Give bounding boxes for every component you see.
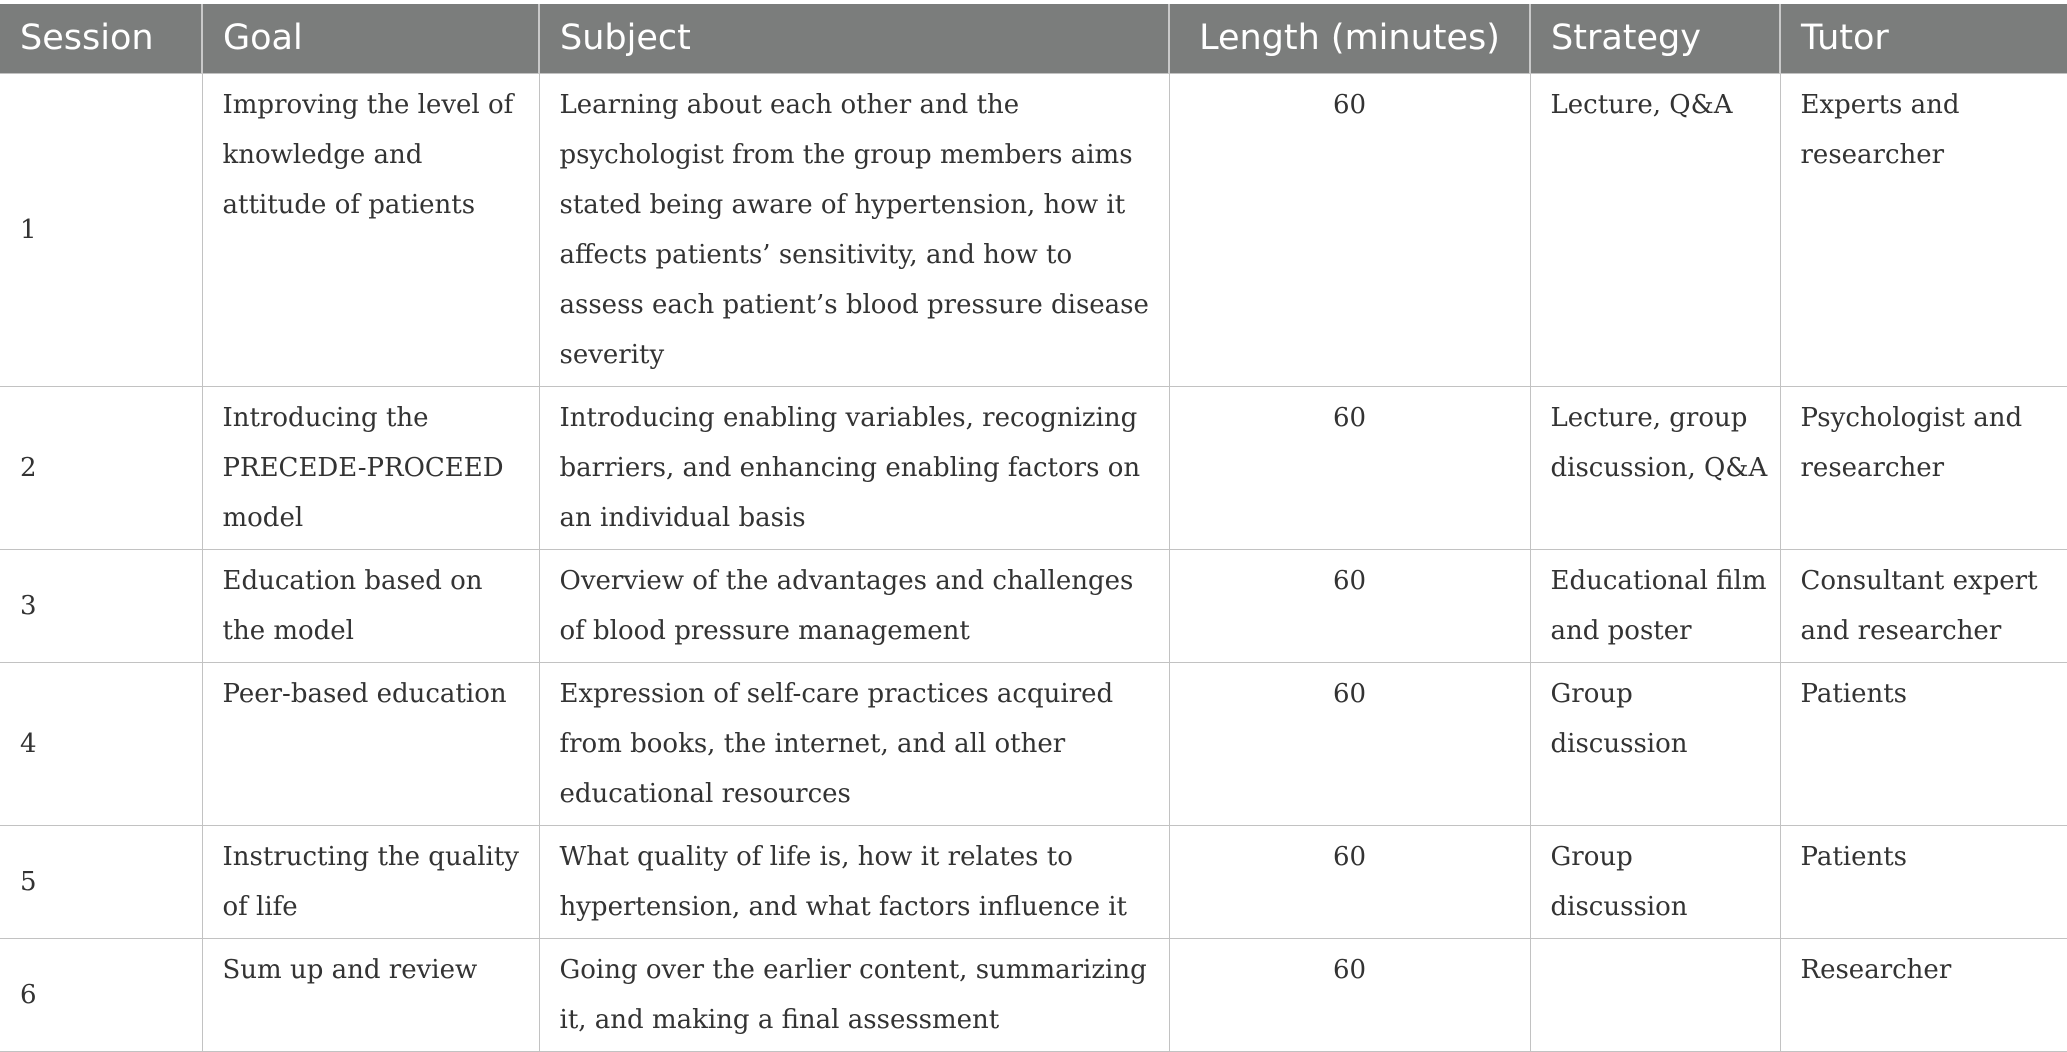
cell-session: 5 — [0, 825, 202, 938]
table-row — [0, 386, 2067, 549]
cell-length: 60 — [1169, 662, 1530, 825]
cell-subject: Introducing enabling variables, recognizing barriers, and enhancing enabling factors on an individual basis — [539, 386, 1169, 549]
cell-subject: What quality of life is, how it relates to hypertension, and what factors influence it — [539, 825, 1169, 938]
cell-tutor: Researcher — [1780, 938, 2067, 1051]
cell-session: 2 — [0, 386, 202, 549]
cell-strategy — [1530, 938, 1780, 1051]
cell-length: 60 — [1169, 549, 1530, 662]
cell-session: 3 — [0, 549, 202, 662]
header-subject: Subject — [539, 4, 1169, 73]
table-row — [0, 549, 2067, 662]
cell-goal: Improving the level of knowledge and attitude of patients — [202, 73, 539, 386]
cell-tutor: Consultant expert and researcher — [1780, 549, 2067, 662]
cell-tutor: Psychologist and researcher — [1780, 386, 2067, 549]
cell-subject: Expression of self-care practices acquired from books, the internet, and all other educational resources — [539, 662, 1169, 825]
cell-tutor: Experts and researcher — [1780, 73, 2067, 386]
sessions-table — [0, 4, 2067, 1052]
cell-tutor: Patients — [1780, 825, 2067, 938]
cell-strategy: Group discussion — [1530, 825, 1780, 938]
header-length: Length (minutes) — [1169, 4, 1530, 73]
table-row — [0, 825, 2067, 938]
cell-subject: Learning about each other and the psychologist from the group members aims stated being aware of hypertension, how it affects patients’ sensitivity, and how to assess each patient’s blood pressure disease severity — [539, 73, 1169, 386]
cell-strategy: Group discussion — [1530, 662, 1780, 825]
cell-goal: Peer-based education — [202, 662, 539, 825]
table-row — [0, 938, 2067, 1051]
header-goal: Goal — [202, 4, 539, 73]
cell-length: 60 — [1169, 938, 1530, 1051]
header-strategy: Strategy — [1530, 4, 1780, 73]
cell-goal: Instructing the quality of life — [202, 825, 539, 938]
cell-goal: Introducing the PRECEDE-PROCEED model — [202, 386, 539, 549]
cell-length: 60 — [1169, 825, 1530, 938]
cell-strategy: Lecture, Q&A — [1530, 73, 1780, 386]
cell-strategy: Lecture, group discussion, Q&A — [1530, 386, 1780, 549]
header-row — [0, 4, 2067, 73]
cell-session: 1 — [0, 73, 202, 386]
cell-tutor: Patients — [1780, 662, 2067, 825]
cell-session: 6 — [0, 938, 202, 1051]
table-row — [0, 662, 2067, 825]
header-tutor: Tutor — [1780, 4, 2067, 73]
table-row — [0, 73, 2067, 386]
cell-goal: Education based on the model — [202, 549, 539, 662]
cell-session: 4 — [0, 662, 202, 825]
cell-length: 60 — [1169, 386, 1530, 549]
header-session: Session — [0, 4, 202, 73]
cell-subject: Going over the earlier content, summarizing it, and making a final assessment — [539, 938, 1169, 1051]
table-header — [0, 4, 2067, 73]
table-body — [0, 73, 2067, 1051]
cell-subject: Overview of the advantages and challenges of blood pressure management — [539, 549, 1169, 662]
cell-length: 60 — [1169, 73, 1530, 386]
cell-goal: Sum up and review — [202, 938, 539, 1051]
cell-strategy: Educational film and poster — [1530, 549, 1780, 662]
